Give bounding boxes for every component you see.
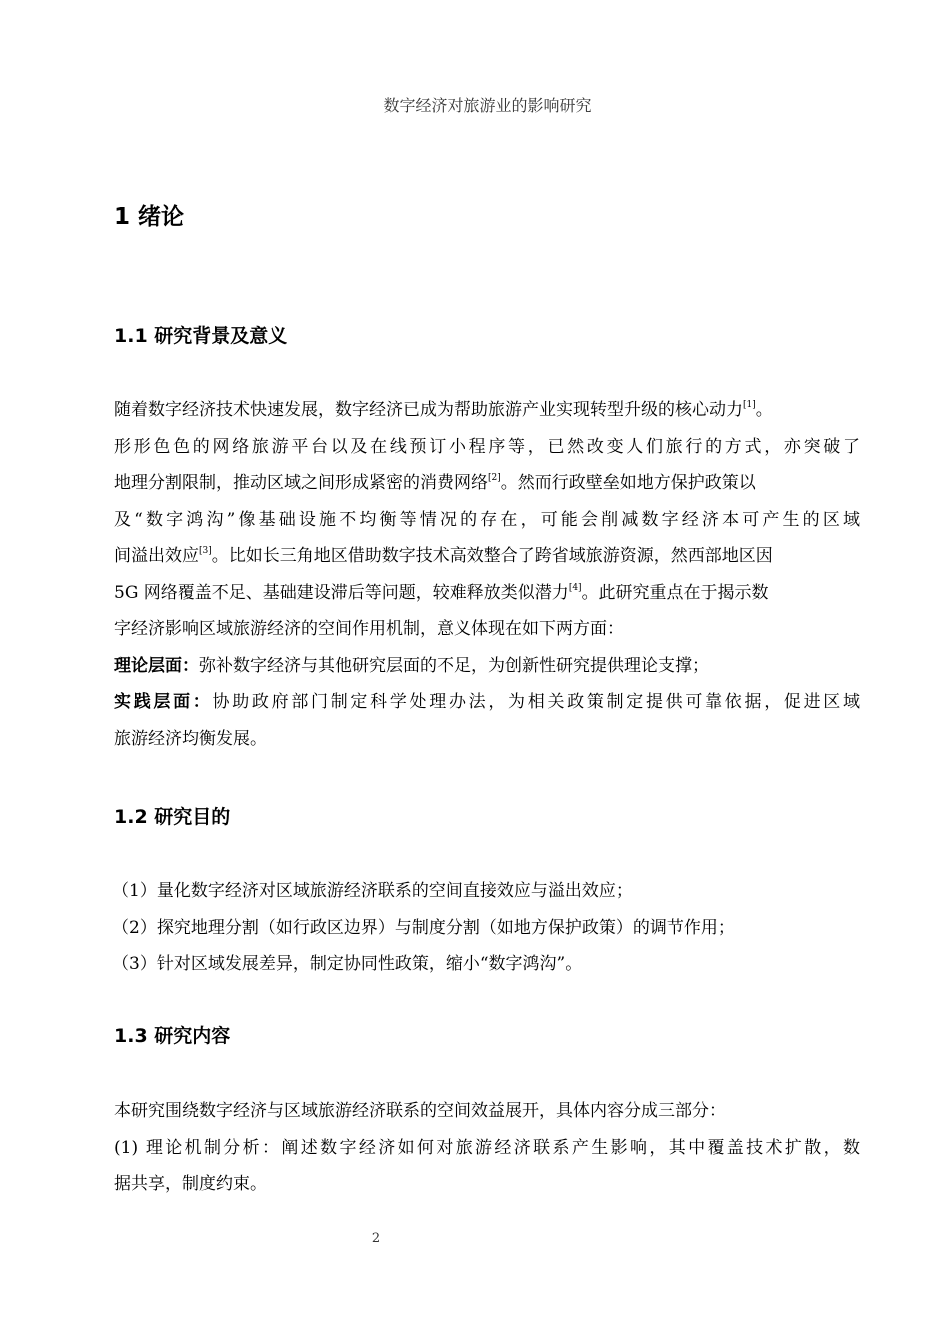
paragraph-line: 形形色色的网络旅游平台以及在线预订小程序等，已然改变人们旅行的方式，亦突破了 [114, 436, 860, 457]
citation: [3] [199, 546, 212, 556]
section-1-1-body [114, 392, 860, 757]
citation: [1] [743, 400, 756, 410]
paragraph-line: 据共享，制度约束。 [114, 1174, 267, 1194]
chapter-title: 1 绪论 [114, 204, 185, 230]
paragraph-line: 随着数字经济技术快速发展，数字经济已成为帮助旅游产业实现转型升级的核心动力[1]。 [114, 400, 773, 420]
citation: [4] [568, 582, 582, 593]
citation: [2] [488, 473, 501, 483]
section-title-1-3: 1.3 研究内容 [114, 1025, 231, 1047]
paragraph-line: 间溢出效应[3]。比如长三角地区借助数字技术高效整合了跨省域旅游资源，然西部地区因 [114, 546, 773, 566]
paragraph-line: 5G 网络覆盖不足、基础建设滞后等问题，较难释放类似潜力[4]。此研究重点在于揭示数 [114, 582, 769, 603]
theory-line: 理论层面：弥补数字经济与其他研究层面的不足，为创新性研究提供理论支撑； [114, 655, 709, 676]
paragraph-line: 字经济影响区域旅游经济的空间作用机制，意义体现在如下两方面： [114, 619, 624, 639]
paragraph-line: 旅游经济均衡发展。 [114, 728, 267, 749]
section-1-2-list [112, 873, 858, 983]
section-title-1-2: 1.2 研究目的 [114, 806, 231, 828]
page-number: 2 [371, 1231, 381, 1246]
section-title-1-1: 1.1 研究背景及意义 [114, 325, 288, 347]
section-1-3-body [114, 1093, 860, 1203]
list-item: （2）探究地理分割（如行政区边界）与制度分割（如地方保护政策）的调节作用； [112, 917, 735, 938]
paragraph-line: 地理分割限制，推动区域之间形成紧密的消费网络[2]。然而行政壁垒如地方保护政策以 [114, 473, 756, 493]
list-item: （1）量化数字经济对区域旅游经济联系的空间直接效应与溢出效应； [112, 881, 633, 901]
list-item: （3）针对区域发展差异，制定协同性政策，缩小“数字鸿沟”。 [112, 954, 583, 974]
practice-line: 实践层面：协助政府部门制定科学处理办法，为相关政策制定提供可靠依据，促进区域 [114, 692, 861, 712]
paragraph-line: 本研究围绕数字经济与区域旅游经济联系的空间效益展开，具体内容分成三部分： [114, 1101, 726, 1121]
paragraph-line: 及“数字鸿沟”像基础设施不均衡等情况的存在，可能会削减数字经济本可产生的区域 [114, 509, 860, 530]
running-header: 数字经济对旅游业的影响研究 [383, 96, 592, 115]
list-item: (1) 理论机制分析：阐述数字经济如何对旅游经济联系产生影响，其中覆盖技术扩散，数 [114, 1137, 860, 1158]
practice-label: 实践层面： [114, 692, 213, 712]
theory-label: 理论层面： [114, 655, 199, 676]
